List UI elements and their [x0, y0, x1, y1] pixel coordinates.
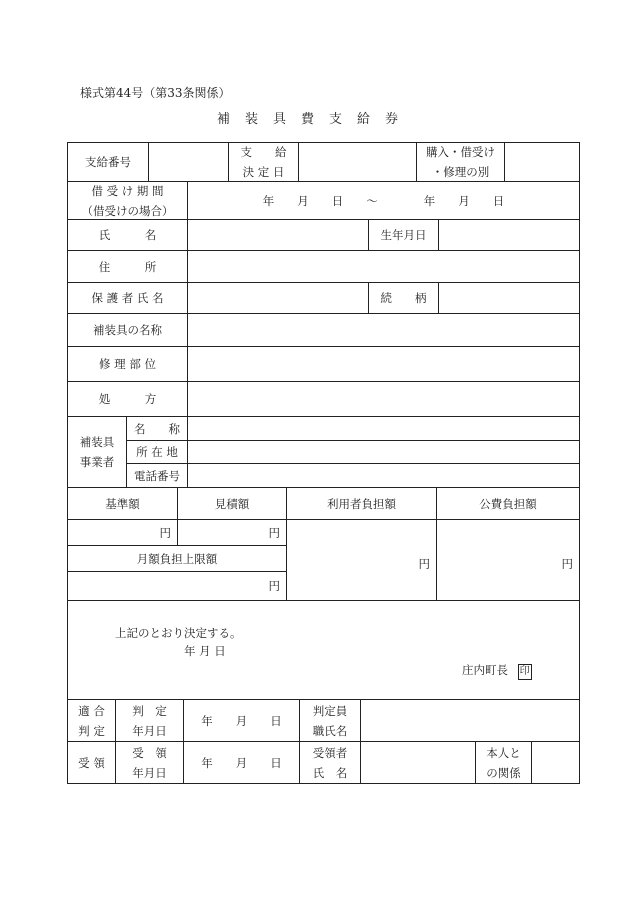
recipient-name-field[interactable] [361, 742, 476, 784]
mayor-signature [462, 662, 532, 680]
payment-number-field[interactable] [149, 142, 229, 182]
public-burden-field[interactable]: 円 [437, 520, 580, 601]
label-rental-period: 借 受 け 期 間 （借受けの場合） [67, 182, 188, 220]
repair-part-field[interactable] [188, 347, 580, 382]
label-birth-date: 生年月日 [369, 220, 439, 251]
rental-period-field[interactable]: 年 月 日 〜 年 月 日 [188, 182, 580, 220]
label-relation-to-user: 本人と の関係 [476, 742, 532, 784]
label-provider-location: 所 在 地 [127, 441, 188, 464]
label-provider: 補装具 事業者 [67, 417, 127, 488]
provider-phone-field[interactable] [188, 464, 580, 488]
label-name: 氏 名 [67, 220, 188, 251]
form-number: 様式第44号（第33条関係） [80, 86, 231, 100]
birth-date-field[interactable] [439, 220, 580, 251]
label-repair-part: 修 理 部 位 [67, 347, 188, 382]
purchase-type-field[interactable] [505, 142, 580, 182]
label-conformity: 適 合 判 定 [67, 700, 116, 742]
label-purchase-type: 購入・借受け ・修理の別 [417, 142, 505, 182]
relation-to-user-field[interactable] [532, 742, 580, 784]
header-estimate-amount: 見積額 [178, 488, 287, 520]
judge-name-field[interactable] [361, 700, 580, 742]
label-guardian-name: 保 護 者 氏 名 [67, 283, 188, 314]
label-receipt-date: 受 領 年月日 [116, 742, 184, 784]
label-provider-name: 名 称 [127, 417, 188, 441]
guardian-name-field[interactable] [188, 283, 369, 314]
header-user-burden: 利用者負担額 [287, 488, 437, 520]
standard-amount-field[interactable]: 円 [67, 520, 178, 546]
decision-text: 上記のとおり決定する。 [115, 626, 242, 640]
name-field[interactable] [188, 220, 369, 251]
seal-mark: 印 [518, 664, 532, 680]
receipt-date-field[interactable]: 年 月 日 [184, 742, 300, 784]
provider-name-field[interactable] [188, 417, 580, 441]
label-judge-name: 判定員 職氏名 [300, 700, 361, 742]
prescription-field[interactable] [188, 382, 580, 417]
label-payment-number: 支給番号 [67, 142, 149, 182]
label-receipt: 受 領 [67, 742, 116, 784]
device-name-field[interactable] [188, 314, 580, 347]
address-field[interactable] [188, 251, 580, 283]
decision-block [67, 601, 580, 700]
monthly-cap-field[interactable]: 円 [67, 572, 287, 601]
label-judgment-date: 判 定 年月日 [116, 700, 184, 742]
judgment-date-field[interactable]: 年 月 日 [184, 700, 300, 742]
document-title: 補装具費支給券 [216, 112, 413, 127]
label-monthly-cap: 月額負担上限額 [67, 546, 287, 572]
label-address: 住 所 [67, 251, 188, 283]
decision-date: 年 月 日 [184, 644, 226, 658]
user-burden-field[interactable]: 円 [287, 520, 437, 601]
signer-title: 庄内町長 [462, 663, 508, 677]
provider-location-field[interactable] [188, 441, 580, 464]
label-decision-date: 支 給 決 定 日 [229, 142, 299, 182]
label-relationship: 続 柄 [369, 283, 439, 314]
relationship-field[interactable] [439, 283, 580, 314]
label-device-name: 補装具の名称 [67, 314, 188, 347]
label-provider-phone: 電話番号 [127, 464, 188, 488]
label-recipient-name: 受領者 氏 名 [300, 742, 361, 784]
label-prescription: 処 方 [67, 382, 188, 417]
decision-date-field[interactable] [299, 142, 417, 182]
header-standard-amount: 基準額 [67, 488, 178, 520]
header-public-burden: 公費負担額 [437, 488, 580, 520]
estimate-amount-field[interactable]: 円 [178, 520, 287, 546]
